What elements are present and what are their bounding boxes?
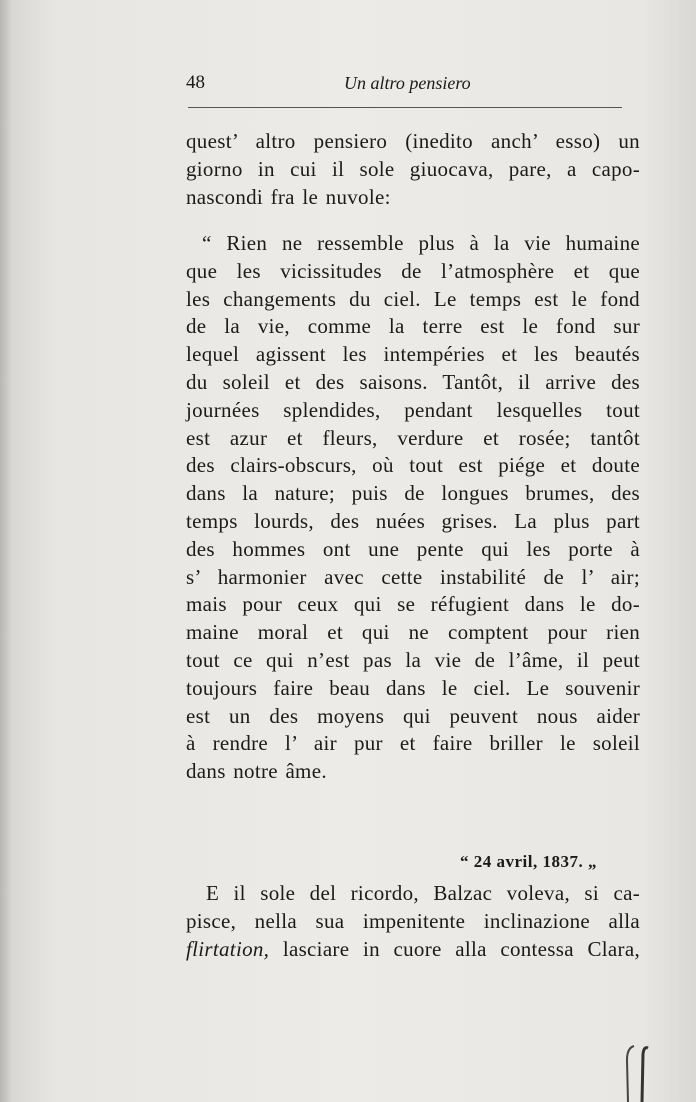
quote-paragraph xyxy=(186,230,640,786)
text-line: s’ harmonier avec cette instabilité de l’ air; xyxy=(186,564,640,589)
scan-artifact-icon xyxy=(622,1040,652,1102)
text-line xyxy=(186,936,640,964)
text-line: quest’ altro pensiero (inedito anch’ esso) un xyxy=(186,129,640,153)
text-line: “ Rien ne ressemble plus à la vie humaine xyxy=(202,231,640,255)
running-title: Un altro pensiero xyxy=(344,73,471,93)
italic-word: flirtation, xyxy=(186,936,270,961)
text-line: les changements du ciel. Le temps est le fond xyxy=(186,286,640,311)
text-line: du soleil et des saisons. Tantôt, il arrive des xyxy=(186,369,640,394)
quote-date: “ 24 avril, 1837. „ xyxy=(460,852,597,871)
page-number: 48 xyxy=(186,72,205,93)
text-line: lequel agissent les intempéries et les beautés xyxy=(186,342,640,367)
binding-shadow xyxy=(0,0,12,1102)
closing-paragraph xyxy=(186,880,640,963)
text-line: que les vicissitudes de l’atmosphère et que xyxy=(186,258,640,283)
text-line: des clairs-obscurs, où tout est piége et doute xyxy=(186,453,640,478)
text-line: toujours faire beau dans le ciel. Le souvenir xyxy=(186,675,640,700)
text-line: temps lourds, des nuées grises. La plus part xyxy=(186,508,640,533)
text-line: mais pour ceux qui se réfugient dans le do- xyxy=(186,592,640,617)
text-line: à rendre l’ air pur et faire briller le soleil xyxy=(186,731,640,756)
text-line: des hommes ont une pente qui les porte à xyxy=(186,536,640,561)
text-fragment: lasciare in cuore alla contessa Clara, xyxy=(269,936,640,961)
text-line: giorno in cui il sole giuocava, pare, a capo- xyxy=(186,156,640,181)
header-rule xyxy=(188,107,622,108)
text-line: dans la nature; puis de longues brumes, des xyxy=(186,481,640,506)
text-line: E il sole del ricordo, Balzac voleva, si ca- xyxy=(206,881,640,905)
page-header xyxy=(186,68,622,98)
text-line: journées splendides, pendant lesquelles tout xyxy=(186,397,640,422)
text-line: est azur et fleurs, verdure et rosée; tantôt xyxy=(186,425,640,450)
text-line: pisce, nella sua impenitente inclinazione alla xyxy=(186,908,640,933)
text-line: de la vie, comme la terre est le fond sur xyxy=(186,314,640,339)
text-line: dans notre âme. xyxy=(186,759,327,784)
text-line: nascondi fra le nuvole: xyxy=(186,184,391,209)
text-line: maine moral et qui ne comptent pour rien xyxy=(186,620,640,645)
text-line: est un des moyens qui peuvent nous aider xyxy=(186,703,640,728)
intro-paragraph xyxy=(186,128,640,211)
text-line: tout ce qui n’est pas la vie de l’âme, il peut xyxy=(186,647,640,672)
